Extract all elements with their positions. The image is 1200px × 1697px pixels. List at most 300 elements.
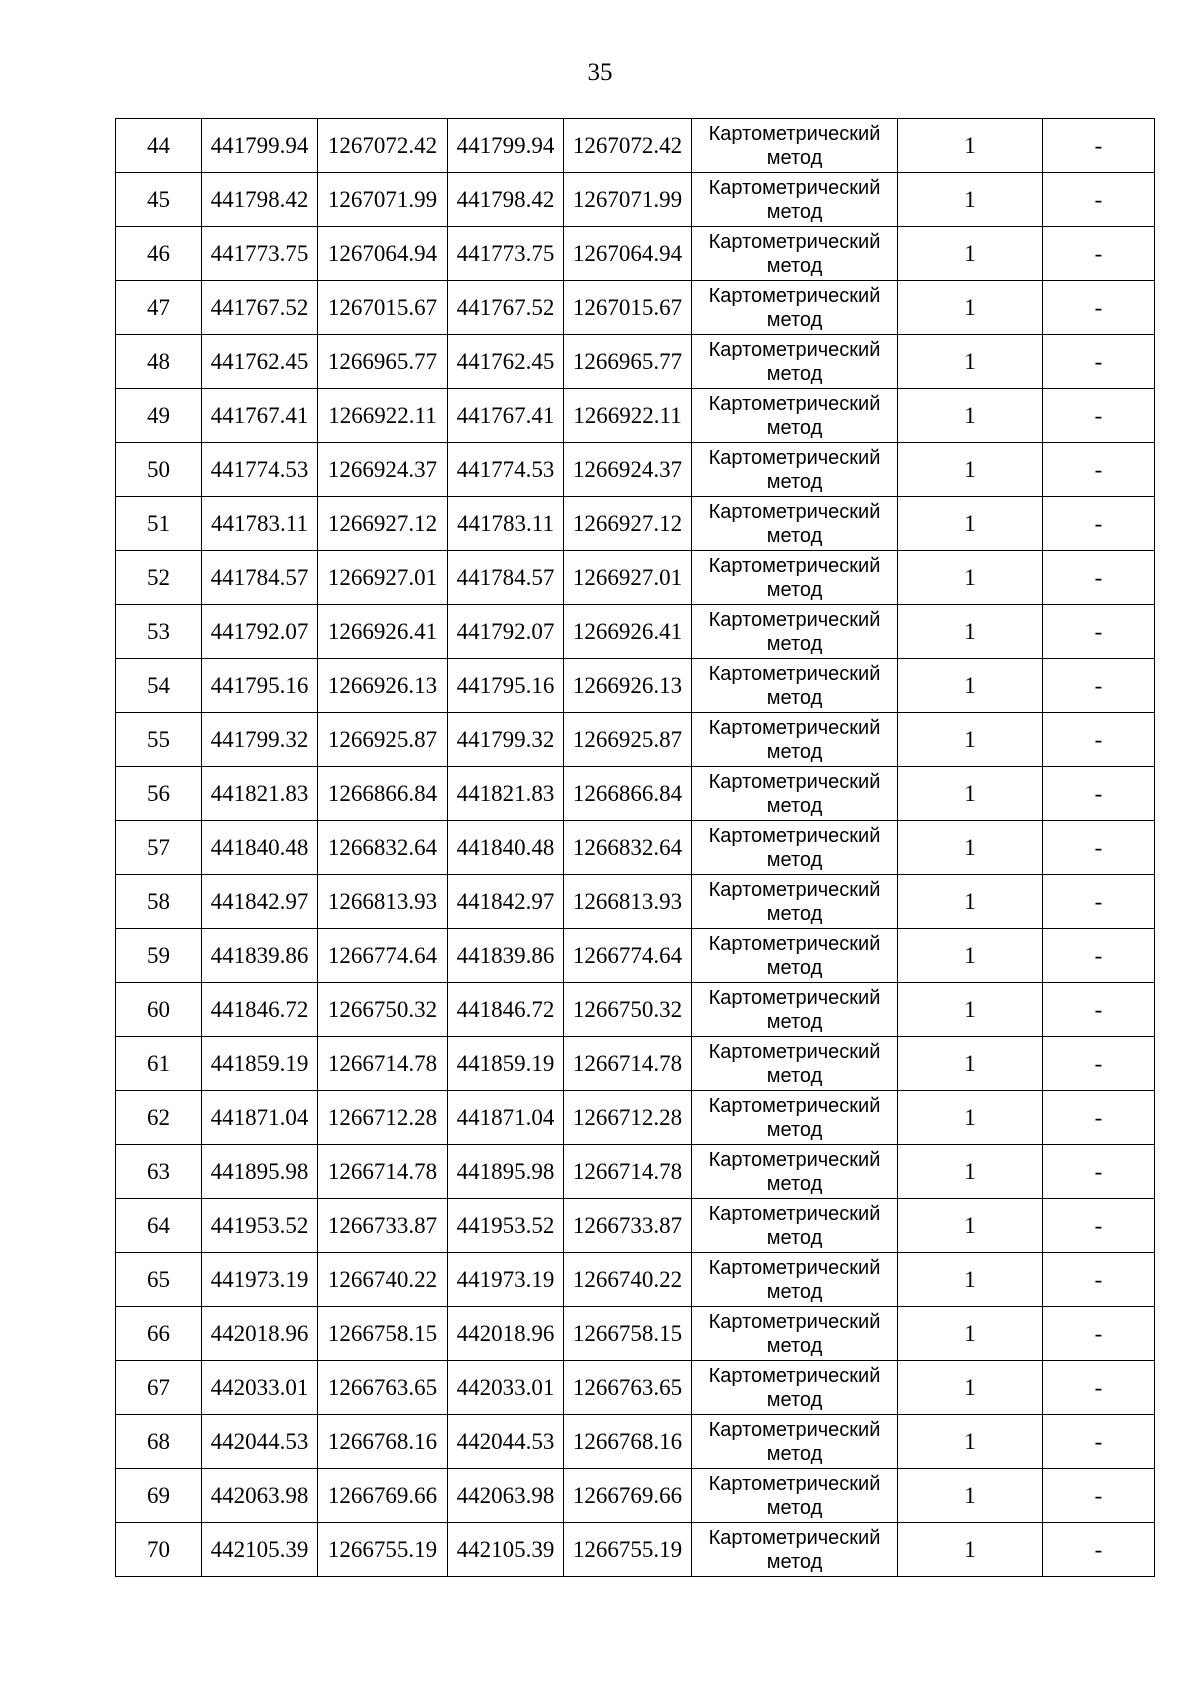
method-cell bbox=[692, 1361, 898, 1415]
y-coordinate-new-cell: 1266866.84 bbox=[564, 767, 692, 821]
method-cell bbox=[692, 497, 898, 551]
method-text-line1: Картометрический bbox=[708, 1040, 881, 1063]
method-text-line1: Картометрический bbox=[708, 230, 881, 253]
x-coordinate-new-cell: 441895.98 bbox=[448, 1145, 564, 1199]
y-coordinate-new-cell: 1266965.77 bbox=[564, 335, 692, 389]
x-coordinate-new-cell: 441839.86 bbox=[448, 929, 564, 983]
point-number-cell: 58 bbox=[116, 875, 202, 929]
table-row bbox=[116, 1037, 1155, 1091]
accuracy-cell: 1 bbox=[898, 1361, 1043, 1415]
note-cell: - bbox=[1043, 605, 1155, 659]
x-coordinate-cell: 441762.45 bbox=[202, 335, 318, 389]
point-number-cell: 54 bbox=[116, 659, 202, 713]
x-coordinate-new-cell: 441953.52 bbox=[448, 1199, 564, 1253]
point-number-cell: 61 bbox=[116, 1037, 202, 1091]
table-row bbox=[116, 1253, 1155, 1307]
accuracy-cell: 1 bbox=[898, 497, 1043, 551]
method-text-line2: метод bbox=[766, 146, 823, 169]
x-coordinate-cell: 442105.39 bbox=[202, 1523, 318, 1577]
note-cell: - bbox=[1043, 659, 1155, 713]
method-text-line1: Картометрический bbox=[708, 1202, 881, 1225]
y-coordinate-cell: 1266714.78 bbox=[318, 1037, 448, 1091]
table-row bbox=[116, 443, 1155, 497]
table-row bbox=[116, 335, 1155, 389]
note-cell: - bbox=[1043, 227, 1155, 281]
x-coordinate-new-cell: 441762.45 bbox=[448, 335, 564, 389]
y-coordinate-cell: 1266925.87 bbox=[318, 713, 448, 767]
method-cell bbox=[692, 1037, 898, 1091]
method-cell bbox=[692, 1415, 898, 1469]
y-coordinate-cell: 1266924.37 bbox=[318, 443, 448, 497]
point-number-cell: 70 bbox=[116, 1523, 202, 1577]
method-cell bbox=[692, 983, 898, 1037]
note-cell: - bbox=[1043, 335, 1155, 389]
accuracy-cell: 1 bbox=[898, 119, 1043, 173]
x-coordinate-cell: 441799.32 bbox=[202, 713, 318, 767]
note-cell: - bbox=[1043, 389, 1155, 443]
x-coordinate-new-cell: 441795.16 bbox=[448, 659, 564, 713]
x-coordinate-new-cell: 441792.07 bbox=[448, 605, 564, 659]
method-cell bbox=[692, 173, 898, 227]
y-coordinate-cell: 1266740.22 bbox=[318, 1253, 448, 1307]
x-coordinate-cell: 442044.53 bbox=[202, 1415, 318, 1469]
note-cell: - bbox=[1043, 1361, 1155, 1415]
method-text-line1: Картометрический bbox=[708, 392, 881, 415]
y-coordinate-new-cell: 1267064.94 bbox=[564, 227, 692, 281]
y-coordinate-new-cell: 1267072.42 bbox=[564, 119, 692, 173]
y-coordinate-cell: 1267015.67 bbox=[318, 281, 448, 335]
point-number-cell: 52 bbox=[116, 551, 202, 605]
note-cell: - bbox=[1043, 929, 1155, 983]
method-cell bbox=[692, 119, 898, 173]
x-coordinate-new-cell: 441859.19 bbox=[448, 1037, 564, 1091]
x-coordinate-new-cell: 441821.83 bbox=[448, 767, 564, 821]
table-row bbox=[116, 713, 1155, 767]
method-text-line2: метод bbox=[766, 470, 823, 493]
method-text-line1: Картометрический bbox=[708, 932, 881, 955]
accuracy-cell: 1 bbox=[898, 551, 1043, 605]
method-cell bbox=[692, 551, 898, 605]
method-text-line2: метод bbox=[766, 1118, 823, 1141]
method-text-line1: Картометрический bbox=[708, 1364, 881, 1387]
accuracy-cell: 1 bbox=[898, 1523, 1043, 1577]
table-row bbox=[116, 1523, 1155, 1577]
y-coordinate-cell: 1266763.65 bbox=[318, 1361, 448, 1415]
method-text-line2: метод bbox=[766, 1442, 823, 1465]
method-text-line2: метод bbox=[766, 524, 823, 547]
point-number-cell: 46 bbox=[116, 227, 202, 281]
x-coordinate-cell: 441859.19 bbox=[202, 1037, 318, 1091]
y-coordinate-cell: 1266813.93 bbox=[318, 875, 448, 929]
x-coordinate-new-cell: 442033.01 bbox=[448, 1361, 564, 1415]
y-coordinate-cell: 1266927.12 bbox=[318, 497, 448, 551]
method-cell bbox=[692, 1091, 898, 1145]
method-text-line1: Картометрический bbox=[708, 500, 881, 523]
x-coordinate-cell: 442018.96 bbox=[202, 1307, 318, 1361]
method-text-line1: Картометрический bbox=[708, 1310, 881, 1333]
accuracy-cell: 1 bbox=[898, 1091, 1043, 1145]
point-number-cell: 44 bbox=[116, 119, 202, 173]
note-cell: - bbox=[1043, 119, 1155, 173]
x-coordinate-cell: 441840.48 bbox=[202, 821, 318, 875]
point-number-cell: 59 bbox=[116, 929, 202, 983]
table-row bbox=[116, 119, 1155, 173]
point-number-cell: 66 bbox=[116, 1307, 202, 1361]
x-coordinate-new-cell: 442063.98 bbox=[448, 1469, 564, 1523]
x-coordinate-cell: 441895.98 bbox=[202, 1145, 318, 1199]
note-cell: - bbox=[1043, 551, 1155, 605]
y-coordinate-cell: 1266965.77 bbox=[318, 335, 448, 389]
method-text-line1: Картометрический bbox=[708, 770, 881, 793]
accuracy-cell: 1 bbox=[898, 1307, 1043, 1361]
method-text-line2: метод bbox=[766, 740, 823, 763]
accuracy-cell: 1 bbox=[898, 1415, 1043, 1469]
x-coordinate-new-cell: 441767.52 bbox=[448, 281, 564, 335]
accuracy-cell: 1 bbox=[898, 875, 1043, 929]
method-cell bbox=[692, 1523, 898, 1577]
x-coordinate-new-cell: 441799.32 bbox=[448, 713, 564, 767]
note-cell: - bbox=[1043, 821, 1155, 875]
method-text-line1: Картометрический bbox=[708, 824, 881, 847]
table-row bbox=[116, 551, 1155, 605]
accuracy-cell: 1 bbox=[898, 1145, 1043, 1199]
method-text-line2: метод bbox=[766, 686, 823, 709]
y-coordinate-cell: 1266926.41 bbox=[318, 605, 448, 659]
method-text-line1: Картометрический bbox=[708, 1148, 881, 1171]
method-text-line2: метод bbox=[766, 1064, 823, 1087]
accuracy-cell: 1 bbox=[898, 1037, 1043, 1091]
x-coordinate-cell: 442063.98 bbox=[202, 1469, 318, 1523]
y-coordinate-new-cell: 1266712.28 bbox=[564, 1091, 692, 1145]
note-cell: - bbox=[1043, 1469, 1155, 1523]
y-coordinate-cell: 1266714.78 bbox=[318, 1145, 448, 1199]
method-text-line1: Картометрический bbox=[708, 446, 881, 469]
method-cell bbox=[692, 821, 898, 875]
y-coordinate-cell: 1267071.99 bbox=[318, 173, 448, 227]
accuracy-cell: 1 bbox=[898, 1199, 1043, 1253]
y-coordinate-cell: 1267072.42 bbox=[318, 119, 448, 173]
point-number-cell: 67 bbox=[116, 1361, 202, 1415]
point-number-cell: 49 bbox=[116, 389, 202, 443]
y-coordinate-new-cell: 1266813.93 bbox=[564, 875, 692, 929]
method-cell bbox=[692, 443, 898, 497]
method-text-line2: метод bbox=[766, 1280, 823, 1303]
accuracy-cell: 1 bbox=[898, 1253, 1043, 1307]
y-coordinate-cell: 1266774.64 bbox=[318, 929, 448, 983]
y-coordinate-cell: 1266758.15 bbox=[318, 1307, 448, 1361]
table-row bbox=[116, 605, 1155, 659]
table-row bbox=[116, 281, 1155, 335]
note-cell: - bbox=[1043, 1307, 1155, 1361]
method-text-line1: Картометрический bbox=[708, 608, 881, 631]
note-cell: - bbox=[1043, 281, 1155, 335]
x-coordinate-cell: 441846.72 bbox=[202, 983, 318, 1037]
accuracy-cell: 1 bbox=[898, 983, 1043, 1037]
method-text-line1: Картометрический bbox=[708, 338, 881, 361]
method-cell bbox=[692, 767, 898, 821]
note-cell: - bbox=[1043, 767, 1155, 821]
y-coordinate-new-cell: 1267015.67 bbox=[564, 281, 692, 335]
point-number-cell: 62 bbox=[116, 1091, 202, 1145]
y-coordinate-cell: 1266866.84 bbox=[318, 767, 448, 821]
method-cell bbox=[692, 875, 898, 929]
method-text-line2: метод bbox=[766, 1388, 823, 1411]
method-text-line1: Картометрический bbox=[708, 284, 881, 307]
method-text-line1: Картометрический bbox=[708, 878, 881, 901]
table-row bbox=[116, 983, 1155, 1037]
method-cell bbox=[692, 1253, 898, 1307]
y-coordinate-cell: 1266712.28 bbox=[318, 1091, 448, 1145]
x-coordinate-new-cell: 441799.94 bbox=[448, 119, 564, 173]
point-number-cell: 47 bbox=[116, 281, 202, 335]
x-coordinate-cell: 441767.52 bbox=[202, 281, 318, 335]
y-coordinate-new-cell: 1266927.12 bbox=[564, 497, 692, 551]
y-coordinate-new-cell: 1266832.64 bbox=[564, 821, 692, 875]
table-row bbox=[116, 389, 1155, 443]
note-cell: - bbox=[1043, 1415, 1155, 1469]
y-coordinate-cell: 1266832.64 bbox=[318, 821, 448, 875]
y-coordinate-new-cell: 1266714.78 bbox=[564, 1145, 692, 1199]
method-cell bbox=[692, 335, 898, 389]
table-row bbox=[116, 1091, 1155, 1145]
y-coordinate-new-cell: 1266755.19 bbox=[564, 1523, 692, 1577]
y-coordinate-cell: 1266926.13 bbox=[318, 659, 448, 713]
method-cell bbox=[692, 1145, 898, 1199]
method-text-line2: метод bbox=[766, 956, 823, 979]
method-text-line2: метод bbox=[766, 308, 823, 331]
accuracy-cell: 1 bbox=[898, 443, 1043, 497]
method-text-line2: метод bbox=[766, 1334, 823, 1357]
y-coordinate-new-cell: 1266922.11 bbox=[564, 389, 692, 443]
method-cell bbox=[692, 389, 898, 443]
note-cell: - bbox=[1043, 443, 1155, 497]
x-coordinate-new-cell: 441871.04 bbox=[448, 1091, 564, 1145]
x-coordinate-new-cell: 441773.75 bbox=[448, 227, 564, 281]
note-cell: - bbox=[1043, 1199, 1155, 1253]
x-coordinate-new-cell: 441840.48 bbox=[448, 821, 564, 875]
y-coordinate-cell: 1266733.87 bbox=[318, 1199, 448, 1253]
x-coordinate-new-cell: 441798.42 bbox=[448, 173, 564, 227]
method-text-line2: метод bbox=[766, 578, 823, 601]
x-coordinate-new-cell: 442018.96 bbox=[448, 1307, 564, 1361]
y-coordinate-new-cell: 1266774.64 bbox=[564, 929, 692, 983]
table-row bbox=[116, 875, 1155, 929]
method-cell bbox=[692, 1199, 898, 1253]
method-text-line2: метод bbox=[766, 416, 823, 439]
y-coordinate-new-cell: 1266714.78 bbox=[564, 1037, 692, 1091]
note-cell: - bbox=[1043, 1037, 1155, 1091]
x-coordinate-new-cell: 441973.19 bbox=[448, 1253, 564, 1307]
x-coordinate-cell: 441767.41 bbox=[202, 389, 318, 443]
x-coordinate-new-cell: 441767.41 bbox=[448, 389, 564, 443]
y-coordinate-cell: 1266769.66 bbox=[318, 1469, 448, 1523]
accuracy-cell: 1 bbox=[898, 281, 1043, 335]
method-text-line2: метод bbox=[766, 362, 823, 385]
method-cell bbox=[692, 929, 898, 983]
x-coordinate-cell: 441842.97 bbox=[202, 875, 318, 929]
method-text-line1: Картометрический bbox=[708, 1094, 881, 1117]
x-coordinate-cell: 442033.01 bbox=[202, 1361, 318, 1415]
y-coordinate-new-cell: 1267071.99 bbox=[564, 173, 692, 227]
table-row bbox=[116, 767, 1155, 821]
accuracy-cell: 1 bbox=[898, 767, 1043, 821]
y-coordinate-cell: 1266755.19 bbox=[318, 1523, 448, 1577]
method-text-line1: Картометрический bbox=[708, 1526, 881, 1549]
accuracy-cell: 1 bbox=[898, 929, 1043, 983]
note-cell: - bbox=[1043, 497, 1155, 551]
note-cell: - bbox=[1043, 1145, 1155, 1199]
table-row bbox=[116, 659, 1155, 713]
note-cell: - bbox=[1043, 983, 1155, 1037]
x-coordinate-cell: 441798.42 bbox=[202, 173, 318, 227]
method-text-line2: метод bbox=[766, 1010, 823, 1033]
y-coordinate-new-cell: 1266750.32 bbox=[564, 983, 692, 1037]
x-coordinate-new-cell: 442105.39 bbox=[448, 1523, 564, 1577]
x-coordinate-cell: 441821.83 bbox=[202, 767, 318, 821]
accuracy-cell: 1 bbox=[898, 335, 1043, 389]
method-text-line2: метод bbox=[766, 632, 823, 655]
note-cell: - bbox=[1043, 875, 1155, 929]
x-coordinate-new-cell: 441846.72 bbox=[448, 983, 564, 1037]
y-coordinate-new-cell: 1266768.16 bbox=[564, 1415, 692, 1469]
y-coordinate-new-cell: 1266924.37 bbox=[564, 443, 692, 497]
note-cell: - bbox=[1043, 1523, 1155, 1577]
method-cell bbox=[692, 659, 898, 713]
method-text-line1: Картометрический bbox=[708, 176, 881, 199]
accuracy-cell: 1 bbox=[898, 1469, 1043, 1523]
x-coordinate-cell: 441773.75 bbox=[202, 227, 318, 281]
point-number-cell: 68 bbox=[116, 1415, 202, 1469]
table-row bbox=[116, 1361, 1155, 1415]
accuracy-cell: 1 bbox=[898, 659, 1043, 713]
y-coordinate-new-cell: 1266926.13 bbox=[564, 659, 692, 713]
x-coordinate-cell: 441871.04 bbox=[202, 1091, 318, 1145]
x-coordinate-new-cell: 441842.97 bbox=[448, 875, 564, 929]
table-row bbox=[116, 1307, 1155, 1361]
method-text-line1: Картометрический bbox=[708, 1418, 881, 1441]
x-coordinate-cell: 441795.16 bbox=[202, 659, 318, 713]
point-number-cell: 48 bbox=[116, 335, 202, 389]
method-text-line2: метод bbox=[766, 1226, 823, 1249]
method-text-line2: метод bbox=[766, 1496, 823, 1519]
note-cell: - bbox=[1043, 713, 1155, 767]
x-coordinate-cell: 441792.07 bbox=[202, 605, 318, 659]
method-text-line1: Картометрический bbox=[708, 716, 881, 739]
x-coordinate-new-cell: 441774.53 bbox=[448, 443, 564, 497]
note-cell: - bbox=[1043, 1253, 1155, 1307]
y-coordinate-cell: 1266768.16 bbox=[318, 1415, 448, 1469]
page-number: 35 bbox=[587, 59, 613, 86]
y-coordinate-new-cell: 1266769.66 bbox=[564, 1469, 692, 1523]
x-coordinate-cell: 441799.94 bbox=[202, 119, 318, 173]
method-text-line1: Картометрический bbox=[708, 986, 881, 1009]
method-text-line2: метод bbox=[766, 1172, 823, 1195]
point-number-cell: 65 bbox=[116, 1253, 202, 1307]
method-text-line1: Картометрический bbox=[708, 554, 881, 577]
method-cell bbox=[692, 1469, 898, 1523]
method-cell bbox=[692, 605, 898, 659]
method-text-line2: метод bbox=[766, 200, 823, 223]
method-cell bbox=[692, 281, 898, 335]
table-row bbox=[116, 497, 1155, 551]
method-text-line1: Картометрический bbox=[708, 122, 881, 145]
y-coordinate-new-cell: 1266926.41 bbox=[564, 605, 692, 659]
y-coordinate-new-cell: 1266733.87 bbox=[564, 1199, 692, 1253]
method-text-line2: метод bbox=[766, 794, 823, 817]
accuracy-cell: 1 bbox=[898, 821, 1043, 875]
y-coordinate-cell: 1266750.32 bbox=[318, 983, 448, 1037]
y-coordinate-cell: 1267064.94 bbox=[318, 227, 448, 281]
table-row bbox=[116, 1415, 1155, 1469]
y-coordinate-new-cell: 1266925.87 bbox=[564, 713, 692, 767]
point-number-cell: 63 bbox=[116, 1145, 202, 1199]
x-coordinate-cell: 441783.11 bbox=[202, 497, 318, 551]
method-text-line1: Картометрический bbox=[708, 662, 881, 685]
method-cell bbox=[692, 1307, 898, 1361]
accuracy-cell: 1 bbox=[898, 227, 1043, 281]
point-number-cell: 45 bbox=[116, 173, 202, 227]
table-row bbox=[116, 929, 1155, 983]
x-coordinate-cell: 441774.53 bbox=[202, 443, 318, 497]
y-coordinate-cell: 1266927.01 bbox=[318, 551, 448, 605]
y-coordinate-new-cell: 1266740.22 bbox=[564, 1253, 692, 1307]
method-text-line2: метод bbox=[766, 1550, 823, 1573]
x-coordinate-cell: 441784.57 bbox=[202, 551, 318, 605]
y-coordinate-new-cell: 1266763.65 bbox=[564, 1361, 692, 1415]
accuracy-cell: 1 bbox=[898, 173, 1043, 227]
point-number-cell: 55 bbox=[116, 713, 202, 767]
x-coordinate-new-cell: 441783.11 bbox=[448, 497, 564, 551]
accuracy-cell: 1 bbox=[898, 713, 1043, 767]
method-text-line2: метод bbox=[766, 254, 823, 277]
point-number-cell: 60 bbox=[116, 983, 202, 1037]
table-row bbox=[116, 1469, 1155, 1523]
x-coordinate-cell: 441953.52 bbox=[202, 1199, 318, 1253]
coordinates-table-body bbox=[116, 119, 1155, 1577]
method-text-line1: Картометрический bbox=[708, 1256, 881, 1279]
y-coordinate-new-cell: 1266927.01 bbox=[564, 551, 692, 605]
point-number-cell: 50 bbox=[116, 443, 202, 497]
x-coordinate-new-cell: 441784.57 bbox=[448, 551, 564, 605]
point-number-cell: 56 bbox=[116, 767, 202, 821]
note-cell: - bbox=[1043, 173, 1155, 227]
note-cell: - bbox=[1043, 1091, 1155, 1145]
x-coordinate-cell: 441973.19 bbox=[202, 1253, 318, 1307]
method-cell bbox=[692, 713, 898, 767]
table-row bbox=[116, 227, 1155, 281]
table-row bbox=[116, 821, 1155, 875]
method-text-line2: метод bbox=[766, 902, 823, 925]
point-number-cell: 64 bbox=[116, 1199, 202, 1253]
accuracy-cell: 1 bbox=[898, 389, 1043, 443]
accuracy-cell: 1 bbox=[898, 605, 1043, 659]
y-coordinate-new-cell: 1266758.15 bbox=[564, 1307, 692, 1361]
method-text-line2: метод bbox=[766, 848, 823, 871]
x-coordinate-cell: 441839.86 bbox=[202, 929, 318, 983]
method-text-line1: Картометрический bbox=[708, 1472, 881, 1495]
table-row bbox=[116, 1145, 1155, 1199]
point-number-cell: 53 bbox=[116, 605, 202, 659]
x-coordinate-new-cell: 442044.53 bbox=[448, 1415, 564, 1469]
point-number-cell: 57 bbox=[116, 821, 202, 875]
table-row bbox=[116, 173, 1155, 227]
coordinates-table bbox=[115, 118, 1155, 1577]
table-row bbox=[116, 1199, 1155, 1253]
method-cell bbox=[692, 227, 898, 281]
point-number-cell: 69 bbox=[116, 1469, 202, 1523]
point-number-cell: 51 bbox=[116, 497, 202, 551]
y-coordinate-cell: 1266922.11 bbox=[318, 389, 448, 443]
